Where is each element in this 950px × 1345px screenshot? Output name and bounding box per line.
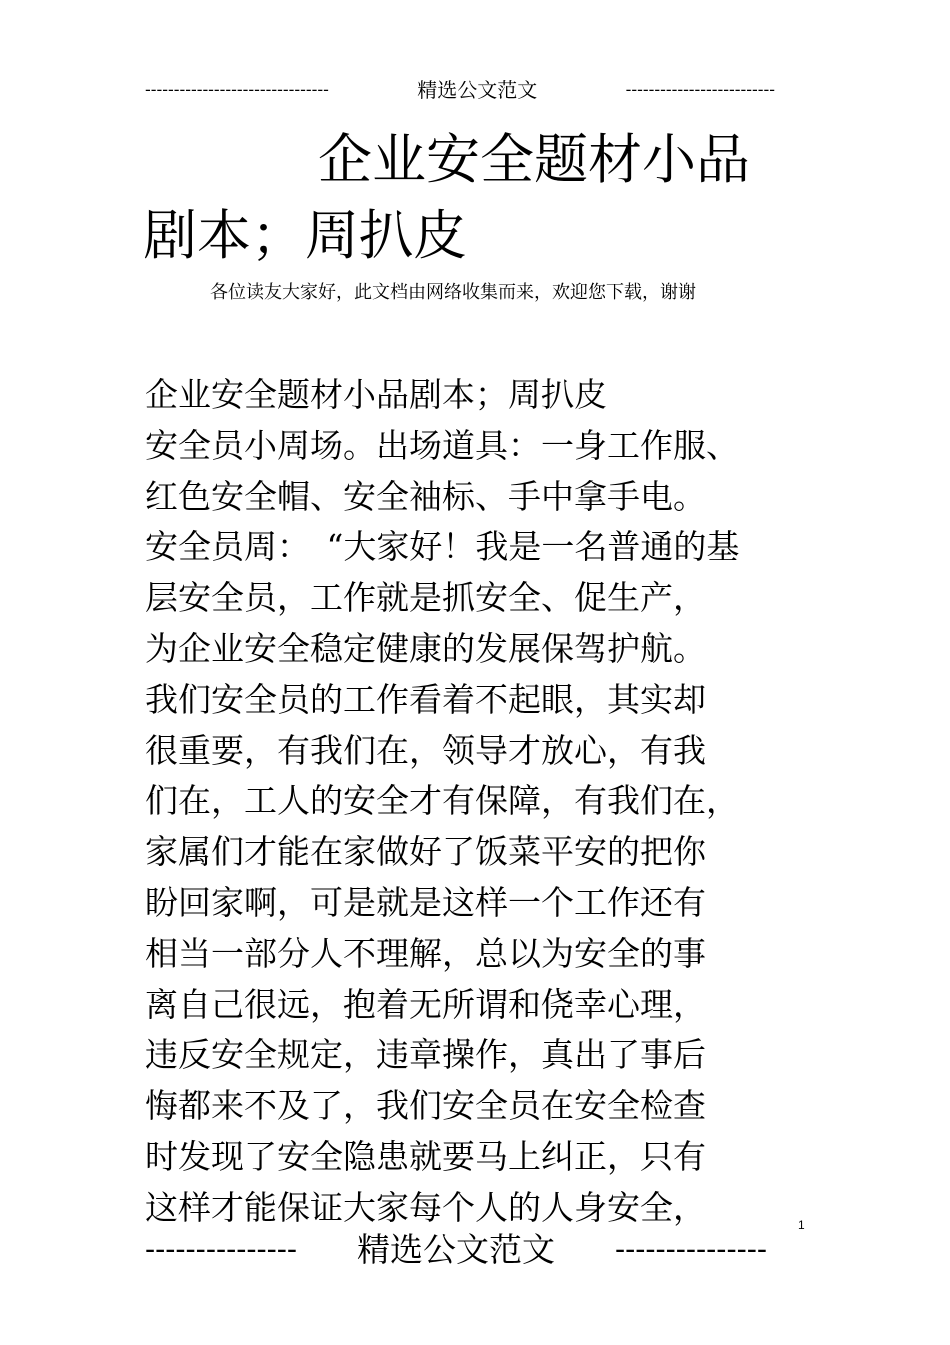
body-line: 时发现了安全隐患就要马上纠正，只有 (145, 1136, 706, 1176)
body-line: 悔都来不及了，我们安全员在安全检查 (145, 1086, 706, 1126)
footer-left-dashes: --------------- (145, 1232, 298, 1267)
header-left-dashes: -------------------------------- (145, 80, 329, 100)
body-line: 违反安全规定，违章操作，真出了事后 (145, 1035, 706, 1075)
body-line: 家属们才能在家做好了饭菜平安的把你 (145, 832, 706, 872)
body-line: 为企业安全稳定健康的发展保驾护航。 (145, 628, 706, 668)
header-label: 精选公文范文 (417, 78, 538, 102)
body-line: 安全员小周场。出场道具：一身工作服、 (145, 425, 739, 465)
body-line: 层安全员，工作就是抓安全、促生产， (145, 578, 706, 618)
document-subtitle: 各位读友大家好，此文档由网络收集而来，欢迎您下载，谢谢 (210, 282, 696, 303)
footer-label: 精选公文范文 (357, 1230, 555, 1269)
document-title-line-2: 剧本；周扒皮 (143, 204, 467, 267)
body-line: 们在，工人的安全才有保障，有我们在， (145, 781, 739, 821)
body-line: 这样才能保证大家每个人的人身安全， (145, 1187, 706, 1227)
body-line: 相当一部分人不理解，总以为安全的事 (145, 933, 706, 973)
body-line: 企业安全题材小品剧本；周扒皮 (145, 375, 607, 414)
footer-right-dashes: --------------- (614, 1232, 767, 1267)
body-line: 很重要，有我们在，领导才放心，有我 (145, 730, 706, 770)
page-header (145, 76, 775, 104)
body-line: 我们安全员的工作看着不起眼，其实却 (145, 679, 706, 719)
document-title-line-1: 企业安全题材小品 (318, 128, 750, 191)
body-line: 盼回家啊，可是就是这样一个工作还有 (145, 882, 706, 922)
body-line: 安全员周： “大家好！我是一名普通的基 (145, 527, 740, 567)
page-footer (145, 1226, 767, 1274)
header-right-dashes: -------------------------- (625, 80, 775, 100)
page-number: 1 (798, 1218, 805, 1232)
body-line: 离自己很远，抱着无所谓和侥幸心理， (145, 984, 706, 1024)
body-text (145, 370, 785, 1234)
body-line: 红色安全帽、安全袖标、手中拿手电。 (145, 476, 706, 516)
